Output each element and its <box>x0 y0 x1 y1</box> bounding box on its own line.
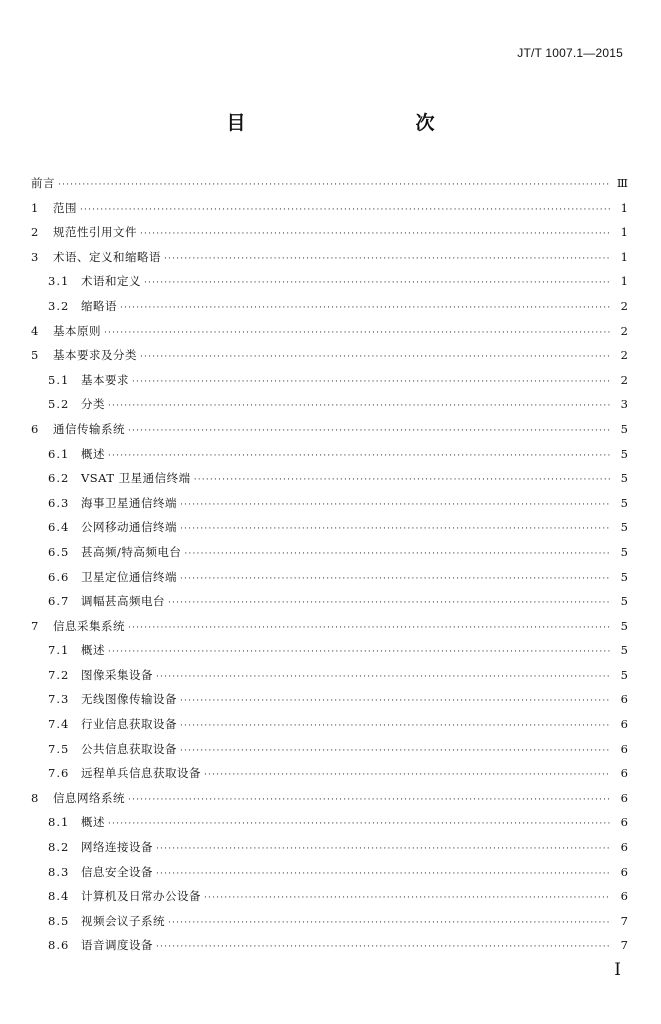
toc-entry-label: 规范性引用文件 <box>53 225 137 240</box>
page-title: 目 次 <box>226 112 479 134</box>
toc-entry-label: 调幅甚高频电台 <box>81 594 165 609</box>
toc-entry-number: 8.4 <box>48 889 70 904</box>
toc-entry[interactable] <box>31 810 628 835</box>
toc-entry-number: 8.2 <box>48 840 70 855</box>
toc-leader-dots <box>128 419 611 444</box>
toc-entry-page: 5 <box>620 544 628 559</box>
toc-entry-number: 5 <box>31 348 40 363</box>
toc-entry-label: 网络连接设备 <box>81 840 153 855</box>
toc-entry-number: 3 <box>31 249 40 264</box>
toc-entry-label: VSAT 卫星通信终端 <box>81 471 191 486</box>
toc-entry[interactable] <box>31 417 628 442</box>
toc-entry[interactable] <box>31 687 628 712</box>
toc-entry-label: 概述 <box>81 643 105 658</box>
toc-entry[interactable] <box>31 245 628 270</box>
toc-entry-label: 公网移动通信终端 <box>81 520 177 535</box>
toc-entry-page: 2 <box>620 372 628 387</box>
toc-leader-dots <box>194 468 611 493</box>
toc-entry[interactable] <box>31 786 628 811</box>
toc-entry[interactable] <box>31 392 628 417</box>
toc-leader-dots <box>80 198 611 223</box>
toc-entry-label: 通信传输系统 <box>53 421 125 436</box>
toc-leader-dots <box>156 837 611 862</box>
toc-entry-page: 1 <box>620 200 628 215</box>
toc-entry[interactable] <box>31 638 628 663</box>
table-of-contents <box>31 171 628 958</box>
toc-leader-dots <box>140 222 611 247</box>
toc-entry-label: 甚高频/特高频电台 <box>81 544 182 559</box>
toc-entry-label: 分类 <box>81 397 105 412</box>
toc-entry-page: 7 <box>620 913 628 928</box>
toc-entry-number: 7.5 <box>48 741 70 756</box>
toc-entry-number: 7.2 <box>48 667 70 682</box>
toc-entry[interactable] <box>31 589 628 614</box>
toc-entry-number: 8.1 <box>48 815 70 830</box>
toc-entry-label: 计算机及日常办公设备 <box>81 889 201 904</box>
toc-entry-label: 海事卫星通信终端 <box>81 495 177 510</box>
toc-entry-number: 6.5 <box>48 544 70 559</box>
toc-entry-label: 信息采集系统 <box>53 618 125 633</box>
toc-entry-label: 图像采集设备 <box>81 667 153 682</box>
toc-leader-dots <box>108 444 611 469</box>
toc-entry[interactable] <box>31 712 628 737</box>
toc-entry[interactable] <box>31 368 628 393</box>
toc-entry-page: 6 <box>620 864 628 879</box>
toc-entry-number: 5.1 <box>48 372 70 387</box>
toc-entry-label: 术语和定义 <box>81 274 141 289</box>
toc-entry-label: 信息安全设备 <box>81 864 153 879</box>
toc-entry-label: 卫星定位通信终端 <box>81 569 177 584</box>
toc-entry-number: 6.3 <box>48 495 70 510</box>
toc-entry-label: 无线图像传输设备 <box>81 692 177 707</box>
toc-entry-number: 7.3 <box>48 692 70 707</box>
toc-entry[interactable] <box>31 171 628 196</box>
toc-entry-page: 5 <box>620 667 628 682</box>
toc-entry-number: 5.2 <box>48 397 70 412</box>
toc-entry-page: 6 <box>620 815 628 830</box>
toc-entry-page: 5 <box>620 495 628 510</box>
toc-entry-label: 缩略语 <box>81 298 117 313</box>
toc-entry-number: 7.6 <box>48 766 70 781</box>
toc-entry-page: 3 <box>620 397 628 412</box>
toc-entry[interactable] <box>31 343 628 368</box>
toc-entry-page: 2 <box>620 298 628 313</box>
toc-entry-label: 基本要求及分类 <box>53 348 137 363</box>
toc-entry-number: 6.6 <box>48 569 70 584</box>
toc-leader-dots <box>120 296 611 321</box>
toc-entry[interactable] <box>31 860 628 885</box>
toc-entry[interactable] <box>31 565 628 590</box>
toc-entry-page: 6 <box>620 692 628 707</box>
toc-entry-label: 概述 <box>81 446 105 461</box>
toc-entry[interactable] <box>31 761 628 786</box>
toc-entry-label: 信息网络系统 <box>53 790 125 805</box>
toc-entry-number: 6.2 <box>48 471 70 486</box>
toc-leader-dots <box>180 689 611 714</box>
toc-entry-page: 5 <box>620 421 628 436</box>
toc-entry-number: 6.7 <box>48 594 70 609</box>
toc-entry-page: 1 <box>620 274 628 289</box>
toc-entry-page: 6 <box>620 741 628 756</box>
toc-entry-number: 6 <box>31 421 40 436</box>
toc-leader-dots <box>180 714 611 739</box>
toc-entry-label: 远程单兵信息获取设备 <box>81 766 201 781</box>
toc-entry-number: 7.1 <box>48 643 70 658</box>
toc-entry[interactable] <box>31 319 628 344</box>
toc-entry[interactable] <box>31 835 628 860</box>
toc-entry-number: 8.3 <box>48 864 70 879</box>
toc-entry-number: 6.4 <box>48 520 70 535</box>
toc-leader-dots <box>144 271 611 296</box>
toc-entry-number: 6.1 <box>48 446 70 461</box>
toc-entry-page: 1 <box>620 225 628 240</box>
toc-entry-label: 基本要求 <box>81 372 129 387</box>
toc-entry-page: 6 <box>620 790 628 805</box>
toc-entry-page: 6 <box>620 889 628 904</box>
toc-entry-number: 4 <box>31 323 40 338</box>
toc-entry[interactable] <box>31 614 628 639</box>
toc-entry-number: 8.6 <box>48 938 70 953</box>
toc-entry-page: 5 <box>620 643 628 658</box>
toc-leader-dots <box>156 862 611 887</box>
toc-leader-dots <box>128 788 611 813</box>
toc-entry-page: 2 <box>620 348 628 363</box>
toc-entry-number: 2 <box>31 225 40 240</box>
toc-entry-label: 行业信息获取设备 <box>81 717 177 732</box>
toc-leader-dots <box>180 567 611 592</box>
page-number: I <box>614 960 621 980</box>
toc-leader-dots <box>108 812 611 837</box>
toc-leader-dots <box>104 321 611 346</box>
toc-entry-page: Ⅲ <box>616 176 628 190</box>
toc-entry[interactable] <box>31 909 628 934</box>
toc-entry-page: 6 <box>620 717 628 732</box>
toc-entry-number: 3.1 <box>48 274 70 289</box>
toc-leader-dots <box>156 935 611 960</box>
toc-entry-label: 概述 <box>81 815 105 830</box>
toc-leader-dots <box>156 665 611 690</box>
toc-entry[interactable] <box>31 491 628 516</box>
toc-entry-page: 5 <box>620 594 628 609</box>
toc-entry[interactable] <box>31 663 628 688</box>
toc-entry-number: 7.4 <box>48 717 70 732</box>
toc-entry-label: 语音调度设备 <box>81 938 153 953</box>
toc-entry-page: 5 <box>620 471 628 486</box>
toc-entry-label: 术语、定义和缩略语 <box>53 249 161 264</box>
toc-entry[interactable] <box>31 196 628 221</box>
toc-entry-label: 基本原则 <box>53 323 101 338</box>
toc-leader-dots <box>108 640 611 665</box>
toc-entry-page: 5 <box>620 618 628 633</box>
toc-leader-dots <box>108 394 611 419</box>
toc-leader-dots <box>204 886 611 911</box>
toc-entry-page: 6 <box>620 766 628 781</box>
toc-entry[interactable] <box>31 884 628 909</box>
toc-leader-dots <box>180 739 611 764</box>
toc-entry-page: 1 <box>620 249 628 264</box>
toc-entry[interactable] <box>31 737 628 762</box>
toc-entry-label: 视频会议子系统 <box>81 913 165 928</box>
toc-entry-page: 2 <box>620 323 628 338</box>
toc-leader-dots <box>168 911 611 936</box>
toc-leader-dots <box>184 542 611 567</box>
toc-entry-number: 8 <box>31 790 40 805</box>
toc-entry[interactable] <box>31 466 628 491</box>
toc-leader-dots <box>140 345 611 370</box>
toc-entry-label: 范围 <box>53 200 77 215</box>
toc-leader-dots <box>204 763 611 788</box>
toc-entry[interactable] <box>31 515 628 540</box>
toc-entry[interactable] <box>31 933 628 958</box>
toc-entry-number: 3.2 <box>48 298 70 313</box>
toc-entry-number: 1 <box>31 200 40 215</box>
toc-entry-page: 5 <box>620 446 628 461</box>
toc-leader-dots <box>164 247 611 272</box>
toc-entry-page: 6 <box>620 840 628 855</box>
toc-entry-number: 8.5 <box>48 913 70 928</box>
toc-entry-label: 前言 <box>31 176 55 190</box>
standard-code: JT/T 1007.1—2015 <box>517 46 623 60</box>
toc-entry-number: 7 <box>31 618 40 633</box>
toc-entry[interactable] <box>31 269 628 294</box>
toc-entry-page: 7 <box>620 938 628 953</box>
toc-entry[interactable] <box>31 442 628 467</box>
toc-entry[interactable] <box>31 294 628 319</box>
toc-entry-label: 公共信息获取设备 <box>81 741 177 756</box>
toc-leader-dots <box>180 517 611 542</box>
toc-entry[interactable] <box>31 220 628 245</box>
toc-leader-dots <box>128 616 611 641</box>
toc-entry[interactable] <box>31 540 628 565</box>
toc-leader-dots <box>180 493 611 518</box>
toc-leader-dots <box>58 173 611 198</box>
toc-leader-dots <box>132 370 611 395</box>
toc-entry-page: 5 <box>620 569 628 584</box>
toc-entry-page: 5 <box>620 520 628 535</box>
toc-leader-dots <box>168 591 611 616</box>
